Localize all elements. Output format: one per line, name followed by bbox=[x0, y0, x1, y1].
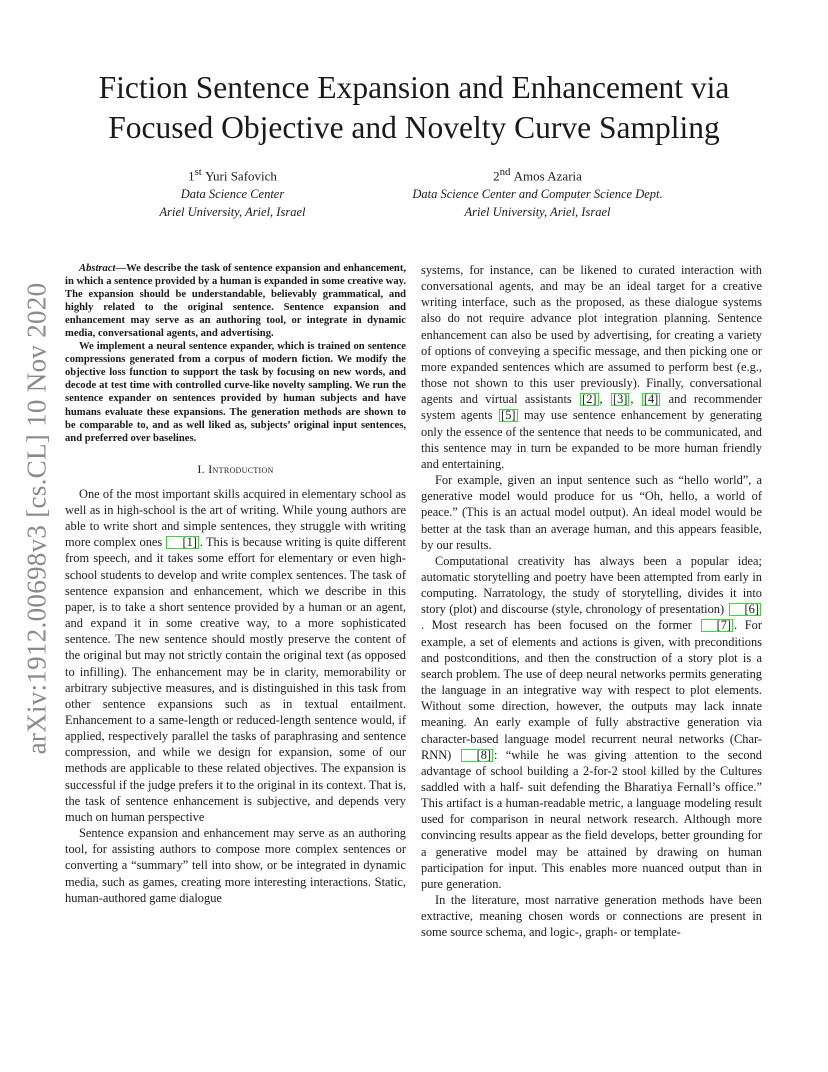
abstract-paragraph-1 bbox=[65, 262, 406, 340]
citation-link[interactable]: [7] bbox=[701, 619, 733, 632]
section-number: I. bbox=[197, 461, 209, 476]
intro-paragraph-2-continued bbox=[421, 262, 762, 472]
text-segment: . Most research has been focused on the former bbox=[421, 618, 700, 633]
intro-paragraph-5: In the literature, most narrative generation methods have been extractive, meaning chosen words or connections are present in some source schema, and logic-, graph- or template- bbox=[421, 893, 762, 940]
author-affiliation: Data Science Center bbox=[180, 187, 285, 202]
author-ordinal-suffix: nd bbox=[499, 166, 511, 178]
text-segment: systems, for instance, can be likened to curated interaction with conversational agents, and may be an ideal target for a creative writing interface, such as the proposed, as these dialogue systems also do not require advance plot integration planning. Sentence enhancement can also be used by advertising, for creating a variety of options of conveying a specific message, and then picking one or more expanded sentences which are assumed to perform best (e.g., those not shown to this user previously). Finally, conversational agents and virtual assistants bbox=[421, 263, 762, 407]
intro-paragraph-1 bbox=[65, 486, 406, 825]
abstract-paragraph-2: We implement a neural sentence expander, which is trained on sentence compressions generated from a corpus of modern fiction. We modify the objective loss function to support the task by focusing on new words, and decode at test time with controlled curve-like novelty sampling. We run the sentence expander on sentences provided by human subjects and have humans evaluate these expansions. The generation methods are shown to be comparable to, and as well liked as, subjects’ original input sentences, and preferred over baselines. bbox=[65, 341, 406, 444]
text-segment: . For example, a set of elements and actions is given, with preconditions and postconditions, and then the construction of a story plot is a search problem. The use of deep neural networks permits generating the language in an integrative way with respect to plot elements. Without some direction, however, the outputs may lack innate meaning. An early example of fully abstractive generation via character-based language model recurrent neural networks (Char-RNN) bbox=[421, 618, 762, 762]
author-name: Yuri Safovich bbox=[205, 168, 277, 184]
section-heading-introduction bbox=[65, 461, 406, 477]
arxiv-identifier bbox=[22, 278, 52, 758]
intro-paragraph-4 bbox=[421, 553, 762, 892]
intro-paragraph-3: For example, given an input sentence such as “hello world”, a generative model would produce for us “Oh, hello, a world of peace.” (This is an actual model output). An ideal model would be better at the task than an average human, and this appears feasible, by our results. bbox=[421, 473, 762, 552]
text-segment: One of the most important skills acquired in elementary school as well as in high-school is the art of writing. While young authors are able to write short and simple sentences, they struggle with writing more complex ones bbox=[65, 486, 406, 550]
author-name-line bbox=[120, 163, 345, 185]
abstract-text-1: We describe the task of sentence expansion and enhancement, in which a sentence provided by a human is expanded in some creative way. The expansion should be understandable, believably grammatical, and highly related to the original sentence. Sentence expansion and enhancement may serve as an authoring tool, or integrate in dynamic media, conversational agents, and advertising. bbox=[65, 263, 406, 340]
title-line-1: Fiction Sentence Expansion and Enhancement via bbox=[98, 70, 730, 105]
text-segment: may use sentence enhancement by generating only the essence of the sentence that needs to be communicated, and this sentence may in turn be expanded to be more human friendly and entertaining. bbox=[421, 408, 762, 471]
text-segment: . This is because writing is quite different from speech, and it takes some effort for elementary or even high-school students to develop and write complex sentences. The task of sentence expansion and enhancement, which we describe in this paper, is to take a short sentence provided by a human or an agent, and expand it in some creative way, to a more sophisticated sentence. The new sentence should mostly preserve the content of the original but may not strictly contain the original text (as opposed to infilling). The enhancement may be in clarity, memorability or arbitrary subjective measures, and is distinguished in this task from other sentence expansions such as in textual entailment. Enhancement to a same-length or reduced-length sentence would, if applied, respectively parallel the tasks of paraphrasing and sentence compression, and while we design for expansion, some of our methods are applicable to these related objectives. The expansion is successful if the judge prefers it to the original in its context. That is, the task of sentence enhancement is subjective, and depends very much on human perspective bbox=[65, 535, 406, 824]
arxiv-identifier-text: arXiv:1912.00698v3 [cs.CL] 10 Nov 2020 bbox=[21, 282, 52, 754]
intro-paragraph-2: Sentence expansion and enhancement may serve as an authoring tool, for assisting authors to compose more complex sentences or converting a “summary” tell into show, or be integrated in dynamic media, such as games, creating more interesting interactions. Static, human-authored game dialogue bbox=[65, 826, 406, 905]
section-title: Introduction bbox=[208, 461, 274, 476]
right-column bbox=[421, 262, 762, 941]
author-ordinal-suffix: st bbox=[194, 166, 202, 178]
left-column bbox=[65, 262, 406, 906]
author-institution: Ariel University, Ariel, Israel bbox=[464, 205, 611, 220]
citation-separator: , bbox=[630, 392, 641, 407]
abstract-label: Abstract bbox=[79, 263, 116, 274]
text-segment: : “while he was giving attention to the second advantage of school building a 2-for-2 stool killed by the Cultures saddled with a half- suit defending the Bharatiya Fernall’s office.” This artifact is a human-readable metric, a language modeling result used for comparison in neural network research. Although more convincing results appear as the field develops, better grounding for a generative model may be attained by drawing on human participation for input. This enables more nuanced output than in pure generation. bbox=[421, 747, 762, 891]
citation-link[interactable]: [1] bbox=[166, 536, 198, 549]
author-block-2 bbox=[370, 163, 705, 221]
text-segment: and recommender system agents bbox=[421, 392, 762, 423]
author-ordinal: 2 bbox=[493, 168, 500, 184]
author-name: Amos Azaria bbox=[513, 168, 582, 184]
citation-link[interactable]: [4] bbox=[643, 392, 659, 407]
author-affiliation: Data Science Center and Computer Science Dept. bbox=[412, 187, 663, 202]
author-name-line bbox=[370, 163, 705, 185]
citation-link[interactable]: [8] bbox=[461, 749, 493, 762]
paper-title bbox=[40, 68, 788, 148]
citation-link[interactable]: [3] bbox=[612, 392, 628, 407]
title-line-2: Focused Objective and Novelty Curve Sampling bbox=[108, 110, 720, 145]
author-institution: Ariel University, Ariel, Israel bbox=[159, 205, 306, 220]
text-segment: Computational creativity has always been a popular idea; automatic storytelling and poetry have been attempted from early in computing. Narratology, the study of storytelling, divides it into story (plot) and discourse (style, chronology of presentation) bbox=[421, 553, 762, 617]
citation-link[interactable]: [2] bbox=[582, 392, 597, 407]
author-block-1 bbox=[120, 163, 345, 221]
author-ordinal: 1 bbox=[188, 168, 195, 184]
abstract-dash: — bbox=[115, 263, 127, 274]
citation-link[interactable]: [5] bbox=[501, 408, 516, 423]
citation-separator: , bbox=[599, 392, 610, 407]
citation-link[interactable]: [6] bbox=[729, 603, 761, 616]
